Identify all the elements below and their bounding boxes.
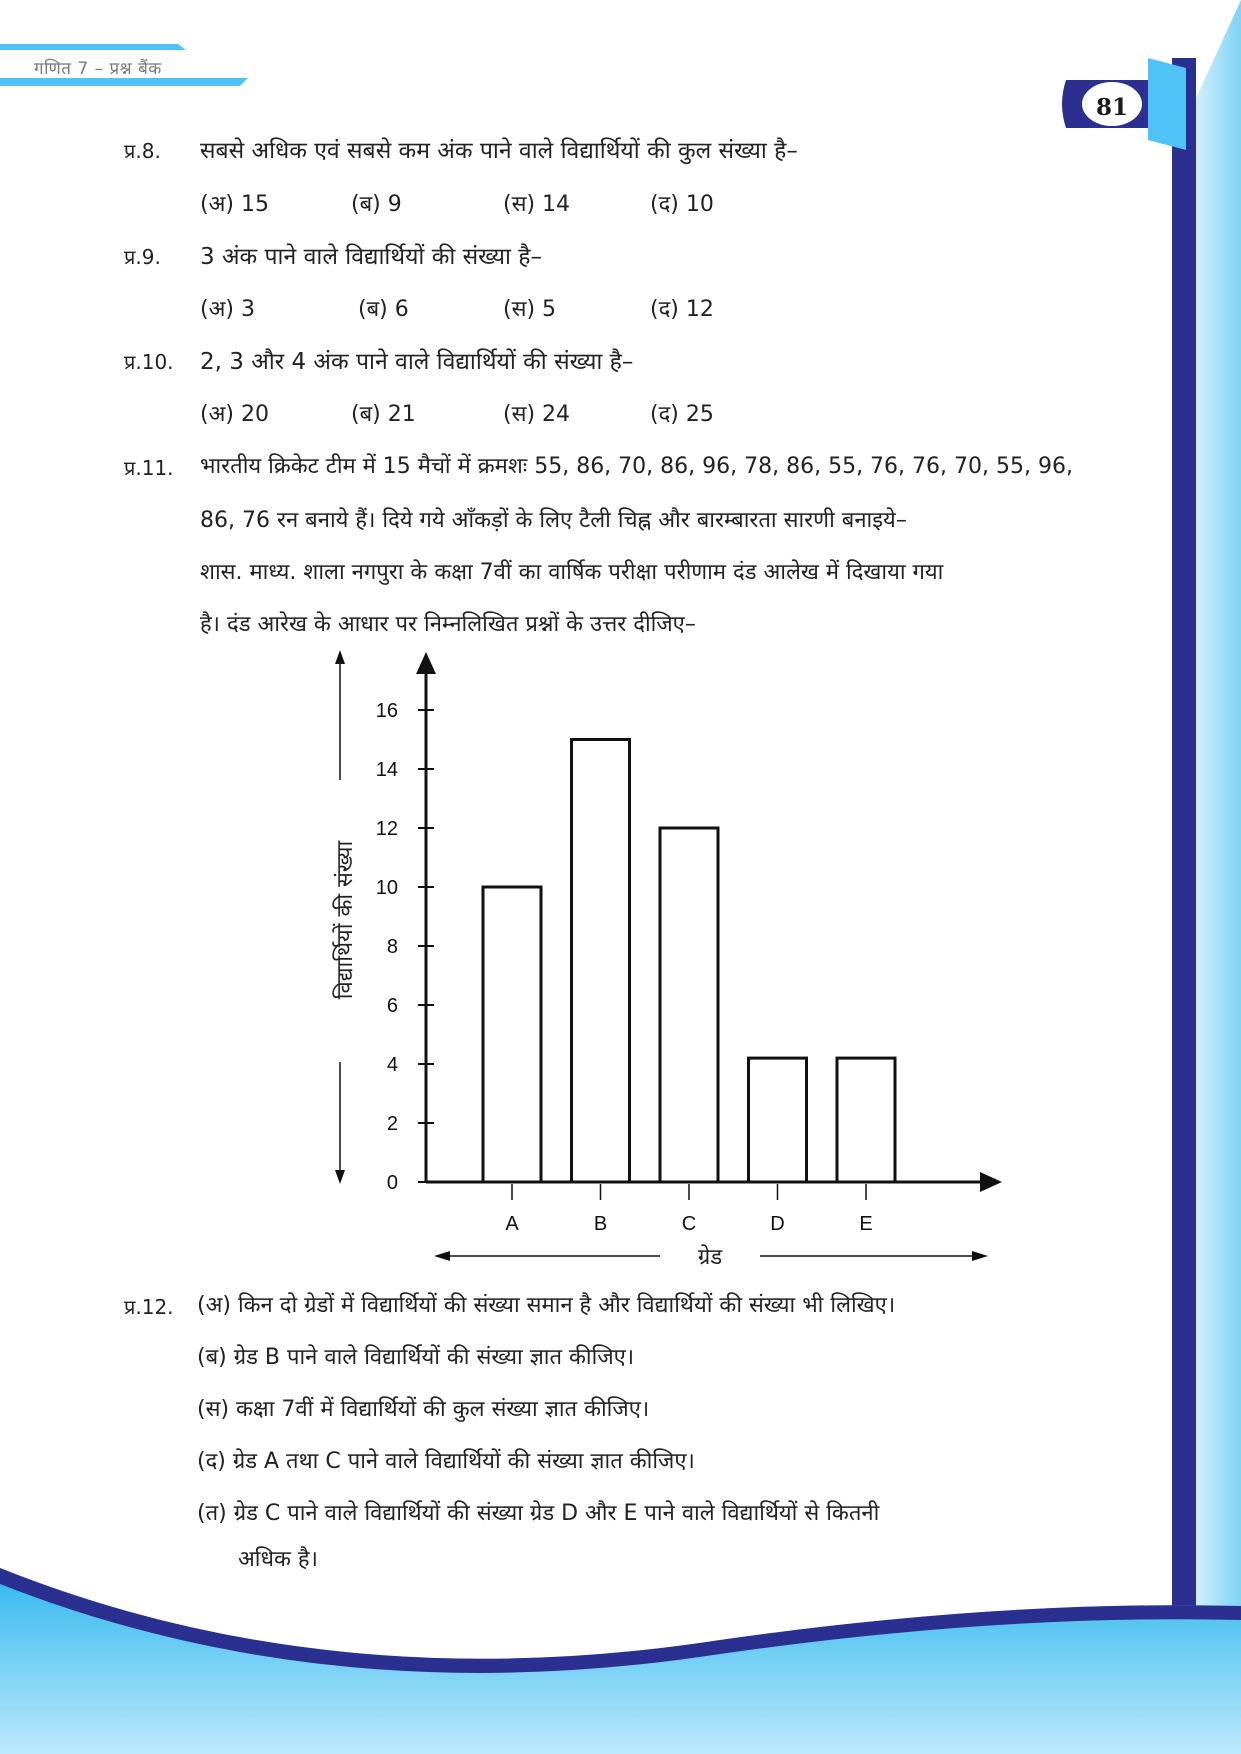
- bar-a: [483, 887, 541, 1182]
- option-b: (ब) 21: [351, 402, 416, 427]
- page-number: 81: [1095, 94, 1128, 121]
- question-number: प्र.9.: [124, 245, 161, 269]
- x-tick-label: D: [770, 1213, 785, 1235]
- option-d: (द) 10: [650, 192, 714, 217]
- x-tick-label: A: [505, 1213, 519, 1235]
- x-tick-label: E: [859, 1213, 873, 1235]
- option-a: (अ) 3: [200, 297, 255, 322]
- option-b: (ब) 9: [351, 192, 402, 217]
- y-tick-label: 0: [386, 1172, 398, 1194]
- option-a: (अ) 15: [200, 192, 269, 217]
- sub-question: (त) ग्रेड C पाने वाले विद्यार्थियों की संख्या ग्रेड D और E पाने वाले विद्यार्थियों से कितनी: [197, 1501, 880, 1526]
- y-tick-label: 6: [386, 995, 398, 1017]
- header-title: गणित 7 – प्रश्न बैंक: [34, 59, 162, 79]
- sub-question: (द) ग्रेड A तथा C पाने वाले विद्यार्थियों की संख्या ज्ञात कीजिए।: [197, 1449, 695, 1474]
- option-b: (ब) 6: [358, 297, 409, 322]
- option-c: (स) 14: [503, 192, 571, 217]
- question-text: सबसे अधिक एवं सबसे कम अंक पाने वाले विद्यार्थियों की कुल संख्या है–: [200, 138, 798, 164]
- y-tick-label: 10: [375, 877, 398, 899]
- y-label-arrowhead-up: [335, 650, 345, 664]
- x-axis-label: ग्रेड: [697, 1245, 723, 1270]
- question-text-line: 86, 76 रन बनाये हैं। दिये गये आँकड़ों के लिए टैली चिह्न और बारम्बारता सारणी बनाइये–: [200, 508, 907, 533]
- option-d: (द) 25: [650, 402, 714, 427]
- question-number: प्र.12.: [124, 1295, 174, 1319]
- y-label-arrowhead-down: [335, 1170, 345, 1184]
- y-tick-label: 8: [386, 936, 398, 958]
- x-label-arrowhead-right: [972, 1251, 988, 1261]
- bar-c: [660, 828, 718, 1182]
- question-text-line: शास. माध्य. शाला नगपुरा के कक्षा 7वीं का वार्षिक परीक्षा परीणाम दंड आलेख में दिखाया गया: [200, 560, 944, 585]
- sub-question-continued: अधिक है।: [238, 1547, 318, 1572]
- option-d: (द) 12: [650, 297, 714, 322]
- y-tick-label: 4: [386, 1054, 398, 1076]
- bar-b: [572, 740, 630, 1183]
- y-tick-label: 2: [386, 1113, 398, 1135]
- option-a: (अ) 20: [200, 402, 269, 427]
- x-tick-label: C: [681, 1213, 697, 1235]
- question-number: प्र.11.: [124, 456, 174, 480]
- y-tick-label: 14: [375, 759, 398, 781]
- sub-question: (ब) ग्रेड B पाने वाले विद्यार्थियों की संख्या ज्ञात कीजिए।: [197, 1345, 635, 1370]
- bar-e: [837, 1058, 895, 1182]
- y-axis-arrow: [416, 652, 436, 674]
- question-number: प्र.8.: [124, 139, 161, 163]
- question-number: प्र.10.: [124, 350, 174, 374]
- y-tick-label: 16: [375, 700, 398, 722]
- option-c: (स) 5: [503, 297, 557, 322]
- x-axis-arrow: [980, 1172, 1002, 1192]
- y-axis-label: विद्यार्थियों की संख्या: [333, 840, 358, 1000]
- question-text: 3 अंक पाने वाले विद्यार्थियों की संख्या है–: [200, 244, 542, 270]
- sub-question: (अ) किन दो ग्रेडों में विद्यार्थियों की संख्या समान है और विद्यार्थियों की संख्या भी लिखिए।: [197, 1293, 896, 1318]
- question-text: 2, 3 और 4 अंक पाने वाले विद्यार्थियों की संख्या है–: [200, 349, 634, 375]
- option-c: (स) 24: [503, 402, 571, 427]
- question-text-line: भारतीय क्रिकेट टीम में 15 मैचों में क्रमशः 55, 86, 70, 86, 96, 78, 86, 55, 76, 76, 70, 55, 96,: [200, 454, 1073, 479]
- x-label-arrowhead-left: [434, 1251, 450, 1261]
- y-tick-label: 12: [375, 818, 398, 840]
- question-text-line: है। दंड आरेख के आधार पर निम्नलिखित प्रश्नों के उत्तर दीजिए–: [200, 612, 696, 637]
- sub-question: (स) कक्षा 7वीं में विद्यार्थियों की कुल संख्या ज्ञात कीजिए।: [197, 1397, 650, 1422]
- x-tick-label: B: [593, 1213, 608, 1235]
- bar-d: [749, 1058, 807, 1182]
